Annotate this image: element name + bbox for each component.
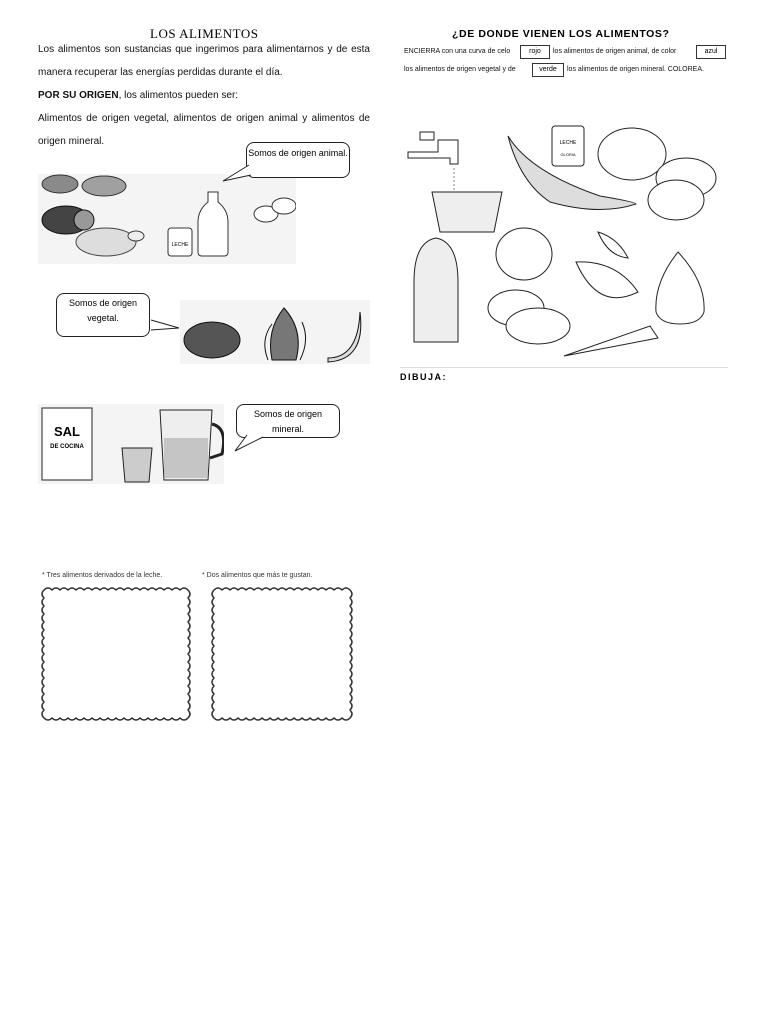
salt-bag-sublabel: DE COCINA — [50, 444, 84, 450]
color-box-rojo: rojo — [520, 45, 550, 59]
drawing-frames — [38, 568, 362, 724]
frame2-label: * Dos alimentos que más te gustan. — [202, 572, 313, 579]
instr2-a: los alimentos de origen vegetal y de — [404, 66, 516, 73]
frame1-label: * Tres alimentos derivados de la leche. — [42, 572, 163, 579]
mineral-foods-panel — [38, 404, 224, 484]
bubble-mineral-text: Somos de origen mineral. — [253, 409, 323, 434]
origin-bold: POR SU ORIGEN — [38, 90, 119, 101]
instr1-b: los alimentos de origen animal, de color — [553, 48, 677, 55]
potato-icon — [648, 180, 704, 220]
vegetal-foods-panel — [180, 300, 370, 364]
bubble-vegetal-text: Somos de origen vegetal. — [68, 298, 138, 323]
ham-icon — [496, 228, 552, 280]
chicken-icon — [598, 128, 666, 180]
color-box-verde: verde — [532, 63, 564, 77]
dibuja-label: DIBUJA: — [400, 372, 448, 382]
origin-rest: , los alimentos pueden ser: — [118, 90, 239, 101]
page-title-left: LOS ALIMENTOS — [150, 26, 259, 41]
carrot-icon — [564, 326, 658, 356]
frame2-border — [212, 588, 352, 720]
mineral-foods-illustration — [38, 404, 224, 484]
can-sublabel: GLORIA — [560, 152, 576, 157]
divider — [400, 367, 728, 368]
pear-icon — [656, 252, 704, 324]
salt-bag-label: SAL — [54, 424, 80, 439]
salt-shaker-icon — [414, 238, 458, 342]
speech-bubble-vegetal — [56, 293, 150, 337]
instr1-a: ENCIERRA con una curva de celo — [404, 48, 511, 55]
instruction-line-1 — [404, 48, 510, 55]
color-box-azul: azul — [696, 45, 726, 59]
svg-text:LECHE: LECHE — [171, 242, 189, 248]
food-origins-illustration — [400, 112, 728, 362]
bubble-animal-text: Somos de origen animal. — [248, 148, 348, 158]
instr2-b: los alimentos de origen mineral. COLOREA. — [567, 66, 704, 73]
intro-paragraph: Los alimentos son sustancias que ingerimos para alimentarnos y de esta manera recuperar las energías perdidas durante el día. — [38, 44, 370, 78]
can-label: LECHE — [559, 140, 577, 146]
page-title-right: ¿DE DONDE VIENEN LOS ALIMENTOS? — [452, 28, 670, 40]
water-bowl-icon — [432, 192, 502, 232]
types-paragraph: Alimentos de origen vegetal, alimentos de origen animal y alimentos de origen mineral. — [38, 113, 370, 147]
milk-can-icon — [552, 126, 584, 166]
animal-foods-panel — [38, 174, 296, 264]
animal-foods-illustration — [38, 174, 296, 264]
origin-paragraph — [38, 84, 370, 107]
speech-bubble-animal — [246, 142, 350, 178]
speech-bubble-mineral — [236, 404, 340, 438]
faucet-icon — [408, 140, 458, 164]
vegetal-foods-illustration — [180, 300, 370, 364]
frame1-border — [42, 588, 190, 720]
